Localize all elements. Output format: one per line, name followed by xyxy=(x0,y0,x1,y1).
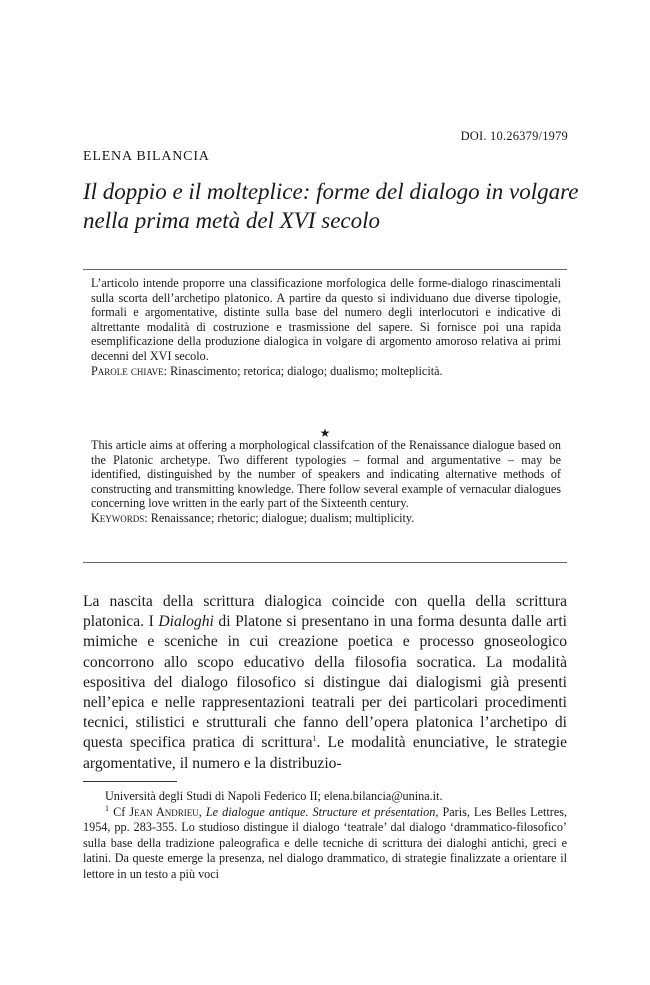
author-name: ELENA BILANCIA xyxy=(83,149,210,164)
footnote-1-number: 1 xyxy=(105,803,109,813)
doi-label: DOI. 10.26379/1979 xyxy=(460,129,568,143)
abstract-italian xyxy=(91,276,561,378)
footnote-rule xyxy=(83,781,177,782)
article-title: Il doppio e il molteplice: forme del dialogo in volgare nella prima metà del XVI secolo xyxy=(83,179,579,233)
keywords-italian-label: Parole chiave: xyxy=(91,363,168,378)
footnotes xyxy=(83,789,567,882)
abstract-english-text: This article aims at offering a morphological classifcation of the Renaissance dialogue based on the Platonic archetype. Two different typologies – formal and argumentative – may be identified, distinguished by the number of speakers and indicating alternative methods of constructing and transmitting knowledge. There follow several example of vernacular dialogues concerning love written in the early part of the Sixteenth century. xyxy=(91,438,561,511)
abstract-english xyxy=(91,438,561,526)
abstract-top-rule xyxy=(83,269,567,270)
body-text-3: . Le modalità enunciative, le strategie argomentative, il numero e la distribuzio- xyxy=(83,734,567,772)
affiliation-note: Università degli Studi di Napoli Federico II; elena.bilancia@unina.it. xyxy=(105,789,443,803)
footnote-ref-1[interactable]: 1 xyxy=(312,734,317,744)
keywords-italian xyxy=(91,364,561,379)
footnote-1-work: Le dialogue antique. Structure et présentation xyxy=(205,804,436,819)
star-separator: ★ xyxy=(319,426,331,440)
body-text-2: di Platone si presentano in una forma desunta dalle arti mimiche e sceniche in cui creazione poetica e processo gnoseologico concorrono allo scopo educativo della filosofia socratica. La modalità espositiva del dialogo filosofico si distingue dai dialogismi già presenti nell’epica e nelle rappresentazioni teatrali per dei particolari procedimenti tecnici, stilistici e strutturali che fanno dell’opera platonica l’archetipo di questa specifica pratica di scrittura xyxy=(83,613,567,752)
keywords-english-values: Renaissance; rhetoric; dialogue; dualism; multiplicity. xyxy=(150,510,415,525)
dialoghi-italic: Dialoghi xyxy=(158,613,214,631)
footnote-1-prefix: Cf xyxy=(113,804,130,819)
footnote-1-author: Jean Andrieu xyxy=(129,804,199,819)
keywords-english xyxy=(91,511,561,526)
footnote-1-rest: , Paris, Les Belles Lettres, 1954, pp. 283-355. Lo studioso distingue il dialogo ‘teatrale’ dal dialogo ‘drammatico-filosofico’ sulla base della tradizione paleografica e delle tecniche di scrittura dei dialoghi antichi, greci e latini. Da queste emerge la presenza, nel dialogo drammatico, di strategie finalizzate a orientare il lettore in un testo a più voci xyxy=(83,804,568,881)
abstract-bottom-rule xyxy=(83,562,567,563)
footnote-1-sep: , xyxy=(198,804,206,819)
body-paragraph xyxy=(83,592,567,774)
abstract-italian-text: L’articolo intende proporre una classificazione morfologica delle forme-dialogo rinascimentali sulla scorta dell’archetipo platonico. A partire da questo si individuano due diverse tipologie, formali e argomentative, distinte sulla base del numero degli interlocutori e indicative di altrettante modalità di costruzione e trasmissione del sapere. Si fornisce poi una rapida esemplificazione della produzione dialogica in volgare di argomento amoroso relativa ai primi decenni del XVI secolo. xyxy=(91,276,561,363)
footnote-1 xyxy=(83,805,567,883)
keywords-english-label: Keywords: xyxy=(91,510,148,525)
keywords-italian-values: Rinascimento; retorica; dialogo; dualismo; molteplicità. xyxy=(170,363,443,378)
body-text-1: La nascita della scrittura dialogica coincide con quella della scrittura platonica. I xyxy=(83,593,567,631)
